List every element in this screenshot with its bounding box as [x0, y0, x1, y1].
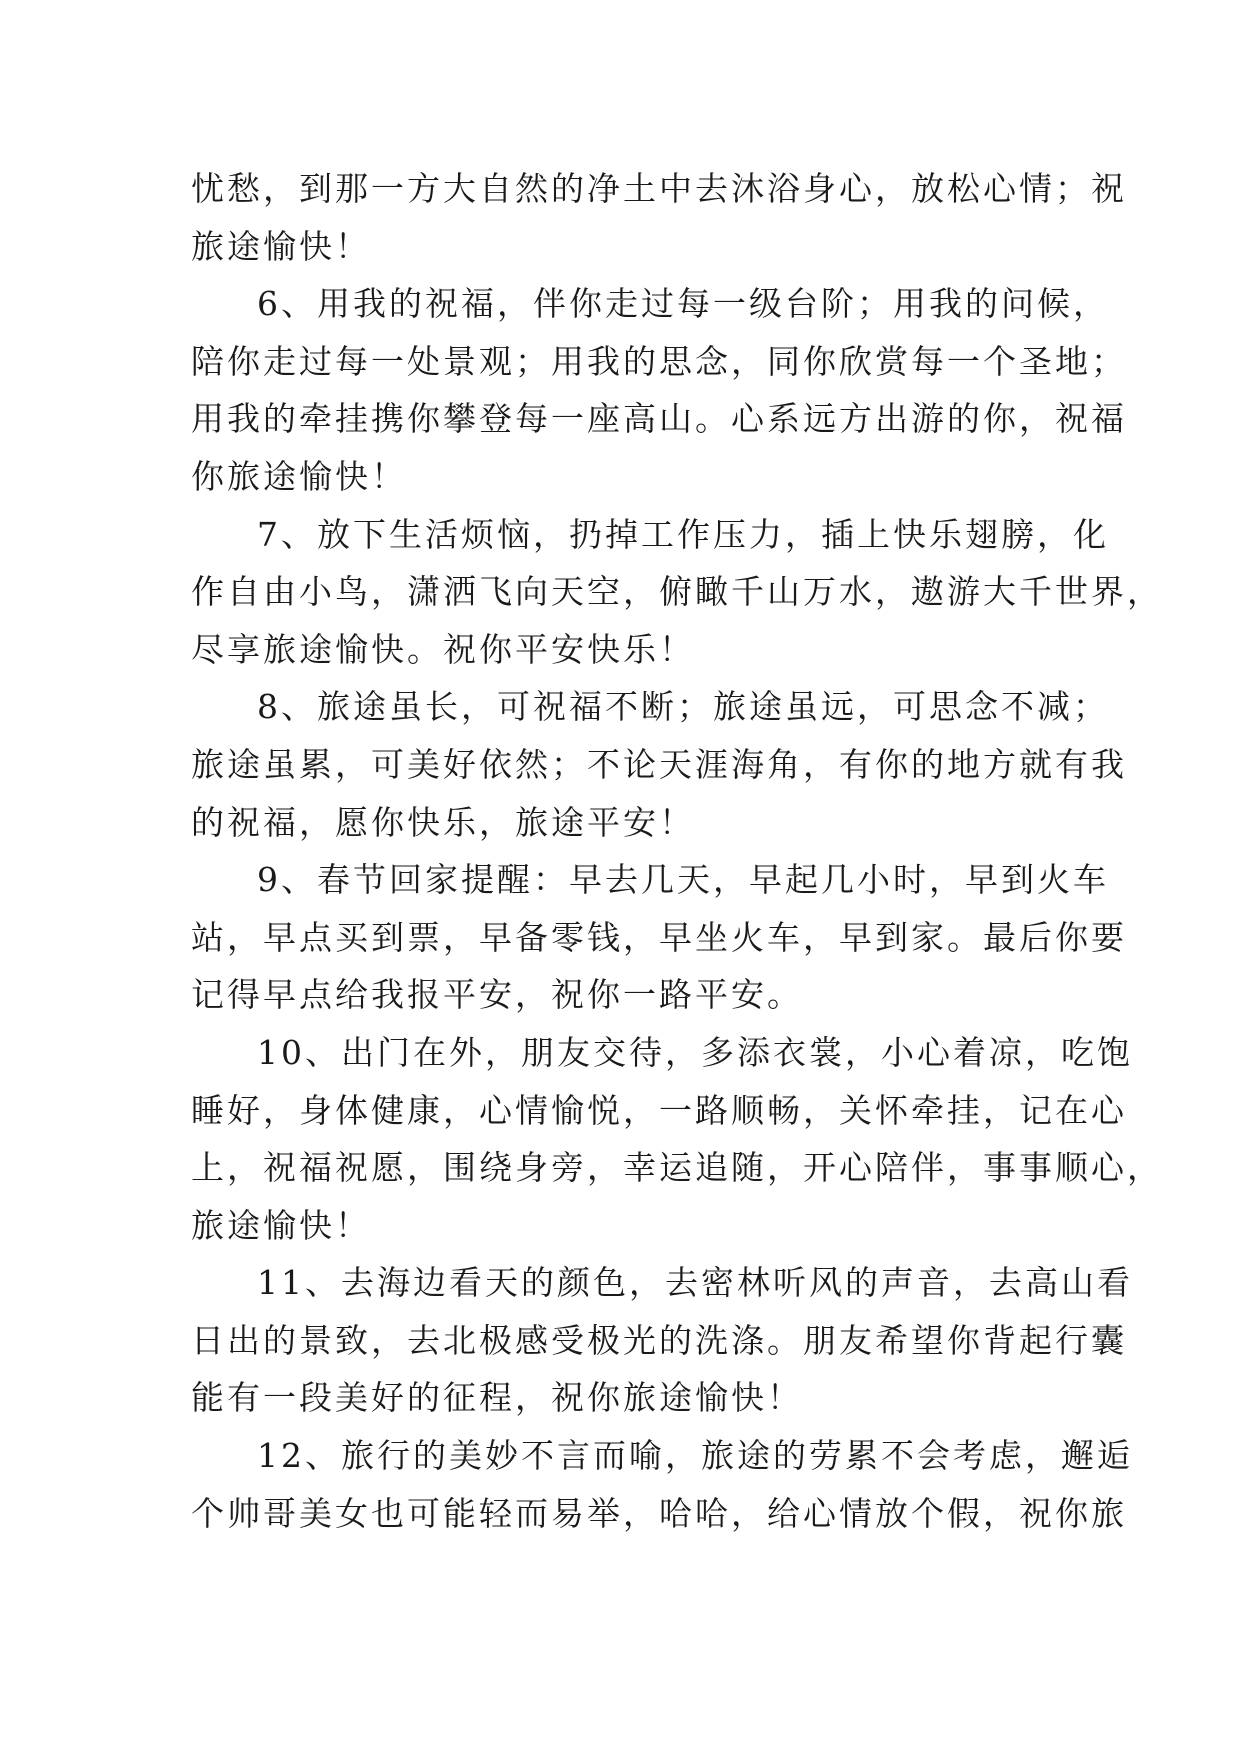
text-line: 忧愁，到那一方大自然的净土中去沐浴身心，放松心情；祝 [191, 169, 1127, 208]
text-line: 你旅途愉快！ [191, 456, 407, 496]
text-line: 上，祝福祝愿，围绕身旁，幸运追随，开心陪伴，事事顺心， [191, 1148, 1163, 1188]
text-line: 站，早点买到票，早备零钱，早坐火车，早到家。最后你要 [191, 917, 1127, 957]
text-line: 的祝福，愿你快乐，旅途平安！ [191, 802, 695, 842]
text-line: 旅途虽累，可美好依然；不论天涯海角，有你的地方就有我 [191, 744, 1127, 784]
text-line: 旅途愉快！ [191, 1205, 371, 1245]
paragraph-start-line-8: 8、旅途虽长，可祝福不断；旅途虽远，可思念不减； [257, 687, 1109, 727]
paragraph-start-line-6: 6、用我的祝福，伴你走过每一级台阶；用我的问候， [257, 284, 1109, 324]
text-line: 睡好，身体健康，心情愉悦，一路顺畅，关怀牵挂，记在心 [191, 1090, 1127, 1130]
document-body [191, 160, 1163, 1542]
paragraph-start-line-11: 11、去海边看天的颜色，去密林听风的声音，去高山看 [257, 1263, 1133, 1303]
text-line: 日出的景致，去北极感受极光的洗涤。朋友希望你背起行囊 [191, 1320, 1127, 1360]
text-line: 个帅哥美女也可能轻而易举，哈哈，给心情放个假，祝你旅 [191, 1493, 1127, 1533]
paragraph-start-line-10: 10、出门在外，朋友交待，多添衣裳，小心着凉，吃饱 [257, 1032, 1133, 1072]
paragraph-start-line-7: 7、放下生活烦恼，扔掉工作压力，插上快乐翅膀，化 [257, 514, 1109, 554]
text-line: 旅途愉快！ [191, 226, 371, 266]
paragraph-start-line-9: 9、春节回家提醒：早去几天，早起几小时，早到火车 [257, 860, 1109, 900]
paragraph-start-line-12: 12、旅行的美妙不言而喻，旅途的劳累不会考虑，邂逅 [257, 1436, 1133, 1476]
text-line: 尽享旅途愉快。祝你平安快乐！ [191, 629, 695, 669]
text-line: 能有一段美好的征程，祝你旅途愉快！ [191, 1378, 803, 1418]
text-line: 记得早点给我报平安，祝你一路平安。 [191, 975, 803, 1015]
text-line: 陪你走过每一处景观；用我的思念，同你欣赏每一个圣地； [191, 341, 1127, 381]
text-line: 作自由小鸟，潇洒飞向天空，俯瞰千山万水，遨游大千世界， [191, 572, 1163, 612]
text-line: 用我的牵挂携你攀登每一座高山。心系远方出游的你，祝福 [191, 399, 1127, 439]
